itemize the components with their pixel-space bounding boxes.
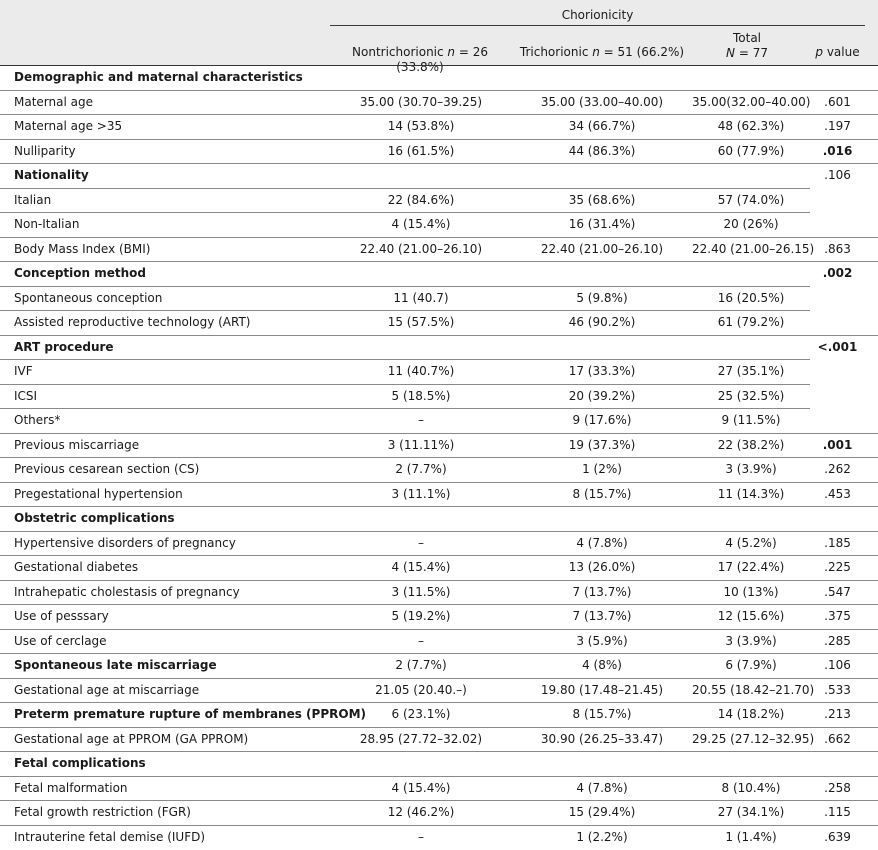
table-row [0, 114, 878, 139]
row-label: Gestational age at miscarriage [14, 682, 200, 697]
row-divider [0, 188, 810, 189]
row-label: Intrahepatic cholestasis of pregnancy [14, 584, 240, 599]
row-label: Previous cesarean section (CS) [14, 462, 200, 476]
p-value-cell: .533 [824, 682, 851, 697]
total-header-n: N [726, 46, 736, 60]
total-cell: 11 (14.3%) [717, 486, 785, 501]
nontrichorionic-cell: 28.95 (27.72–32.02) [359, 731, 483, 746]
row-divider [0, 261, 878, 262]
row-label: Fetal malformation [14, 780, 128, 795]
row-label: Italian [14, 192, 52, 207]
row-divider [0, 604, 878, 605]
tri-header-count: = 51 (66.2%) [599, 45, 685, 59]
total-cell: 10 (13%) [723, 584, 779, 599]
p-header-italic: p [815, 45, 824, 59]
p-value-cell: .662 [824, 731, 851, 746]
row-label: Maternal age >35 [14, 119, 123, 133]
table-row [0, 800, 878, 825]
row-divider [0, 408, 810, 409]
trichorionic-cell: 20 (39.2%) [568, 388, 636, 403]
header-group-rule [330, 25, 865, 26]
table-row [0, 335, 878, 360]
nontrichorionic-cell: – [418, 413, 424, 427]
table-row [0, 90, 878, 115]
row-label: Spontaneous conception [14, 290, 163, 305]
row-label: Use of cerclage [14, 633, 107, 648]
row-divider [0, 90, 878, 91]
nontrichorionic-cell: 15 (57.5%) [387, 315, 455, 329]
total-header-count: = 77 [735, 46, 768, 60]
row-label: Gestational diabetes [14, 560, 139, 574]
trichorionic-cell: 7 (13.7%) [572, 609, 632, 623]
row-label: Fetal growth restriction (FGR) [14, 805, 191, 819]
total-cell: 29.25 (27.12–32.95) [692, 731, 815, 746]
row-divider [0, 751, 878, 752]
table-row [0, 580, 878, 605]
row-divider [0, 727, 878, 728]
table-row [0, 408, 878, 433]
p-value-cell: .185 [824, 535, 851, 550]
p-value-cell: .002 [822, 266, 853, 280]
table-row [0, 261, 878, 286]
table-row [0, 482, 878, 507]
table-row [0, 433, 878, 458]
table-row [0, 286, 878, 311]
row-label: Gestational age at PPROM (GA PPROM) [14, 731, 249, 746]
total-cell: 16 (20.5%) [717, 290, 785, 305]
nontrichorionic-cell: 16 (61.5%) [387, 143, 455, 158]
row-divider [0, 433, 878, 434]
total-cell: 6 (7.9%) [725, 658, 777, 672]
nontrichorionic-cell: 5 (18.5%) [391, 388, 451, 403]
total-column-header [692, 31, 802, 61]
p-value-column-header [810, 45, 865, 60]
row-divider [0, 310, 810, 311]
nontri-header-text: Nontrichorionic [352, 45, 448, 59]
nontrichorionic-cell: 11 (40.7%) [387, 364, 455, 378]
nontrichorionic-cell: 4 (15.4%) [391, 780, 451, 795]
total-cell: 1 (1.4%) [725, 829, 777, 844]
trichorionic-cell: 5 (9.8%) [576, 290, 628, 305]
p-value-cell: .016 [822, 143, 853, 158]
row-divider [0, 359, 810, 360]
row-label: Fetal complications [14, 756, 146, 770]
total-cell: 27 (34.1%) [717, 805, 785, 819]
p-value-cell: .601 [824, 94, 851, 109]
trichorionic-cell: 46 (90.2%) [568, 315, 636, 329]
row-label: Others* [14, 413, 61, 427]
trichorionic-cell: 3 (5.9%) [576, 633, 628, 648]
nontrichorionic-cell: 2 (7.7%) [395, 658, 447, 672]
total-cell: 22 (38.2%) [717, 437, 785, 452]
row-label: Previous miscarriage [14, 437, 140, 452]
table-row [0, 727, 878, 752]
row-label: Conception method [14, 266, 147, 280]
row-divider [0, 457, 878, 458]
trichorionic-cell: 7 (13.7%) [572, 584, 632, 599]
p-value-cell: .001 [822, 437, 853, 452]
trichorionic-cell: 35.00 (33.00–40.00) [540, 94, 664, 109]
table-row [0, 678, 878, 703]
total-cell: 57 (74.0%) [717, 192, 785, 207]
row-divider [0, 825, 878, 826]
total-cell: 3 (3.9%) [725, 462, 777, 476]
row-divider [0, 114, 878, 115]
total-cell: 9 (11.5%) [721, 413, 781, 427]
nontrichorionic-cell: 3 (11.11%) [387, 437, 455, 452]
total-cell: 60 (77.9%) [717, 143, 785, 158]
total-cell: 20 (26%) [723, 217, 779, 231]
table-row [0, 506, 878, 531]
row-divider [0, 531, 878, 532]
trichorionic-cell: 9 (17.6%) [572, 413, 632, 427]
trichorionic-cell: 30.90 (26.25–33.47) [540, 731, 664, 746]
table-row [0, 751, 878, 776]
row-divider [0, 629, 878, 630]
total-cell: 22.40 (21.00–26.15) [692, 241, 815, 256]
trichorionic-cell: 16 (31.4%) [568, 217, 636, 231]
trichorionic-cell: 34 (66.7%) [568, 119, 636, 133]
row-divider [0, 212, 810, 213]
row-label: Nationality [14, 168, 89, 182]
p-value-cell: .375 [824, 609, 851, 623]
nontrichorionic-cell: 2 (7.7%) [395, 462, 447, 476]
row-label: Preterm premature rupture of membranes (PPROM) [14, 707, 366, 721]
nontrichorionic-cell: 4 (15.4%) [391, 217, 451, 231]
row-divider [0, 65, 878, 66]
p-value-cell: .285 [824, 633, 851, 648]
total-cell: 14 (18.2%) [717, 707, 785, 721]
trichorionic-cell: 1 (2.2%) [576, 829, 628, 844]
row-divider [0, 384, 810, 385]
table-row [0, 212, 878, 237]
row-divider [0, 335, 878, 336]
nontrichorionic-cell: 6 (23.1%) [391, 707, 451, 721]
table-row [0, 702, 878, 727]
nontri-header-count: = 26 (33.8%) [396, 45, 488, 74]
table-row [0, 163, 878, 188]
table-row [0, 604, 878, 629]
table-row [0, 457, 878, 482]
row-label: Maternal age [14, 94, 93, 109]
total-cell: 35.00(32.00–40.00) [692, 94, 811, 109]
row-label: Body Mass Index (BMI) [14, 241, 151, 256]
table-row [0, 384, 878, 409]
total-cell: 4 (5.2%) [725, 535, 777, 550]
chorionicity-group-header: Chorionicity [561, 8, 634, 22]
table-header [0, 0, 878, 74]
total-cell: 48 (62.3%) [717, 119, 785, 133]
p-value-cell: .106 [824, 168, 851, 182]
nontrichorionic-cell: 22.40 (21.00–26.10) [359, 241, 483, 256]
p-value-cell: .106 [824, 658, 851, 672]
row-divider [0, 482, 878, 483]
row-divider [0, 800, 878, 801]
nontrichorionic-cell: 5 (19.2%) [391, 609, 451, 623]
trichorionic-cell: 4 (8%) [582, 658, 622, 672]
p-value-cell: .262 [824, 462, 851, 476]
nontrichorionic-cell: – [418, 535, 424, 550]
row-divider [0, 580, 878, 581]
trichorionic-cell: 19.80 (17.48–21.45) [540, 682, 664, 697]
nontrichorionic-cell: 14 (53.8%) [387, 119, 455, 133]
row-label: IVF [14, 364, 33, 378]
trichorionic-cell: 13 (26.0%) [568, 560, 636, 574]
total-cell: 8 (10.4%) [721, 780, 781, 795]
table-row [0, 237, 878, 262]
trichorionic-cell: 22.40 (21.00–26.10) [540, 241, 664, 256]
p-value-cell: .225 [824, 560, 851, 574]
row-divider [0, 139, 878, 140]
trichorionic-cell: 8 (15.7%) [572, 486, 632, 501]
row-label: Pregestational hypertension [14, 486, 183, 501]
trichorionic-cell: 44 (86.3%) [568, 143, 636, 158]
row-divider [0, 163, 878, 164]
row-divider [0, 286, 810, 287]
row-label: ART procedure [14, 339, 114, 354]
row-label: Obstetric complications [14, 511, 175, 525]
nontrichorionic-cell: 35.00 (30.70–39.25) [359, 94, 483, 109]
trichorionic-column-header [512, 45, 692, 60]
trichorionic-cell: 15 (29.4%) [568, 805, 636, 819]
table-row [0, 555, 878, 580]
total-cell: 20.55 (18.42–21.70) [692, 682, 815, 697]
row-label: Use of pesssary [14, 609, 109, 623]
trichorionic-cell: 8 (15.7%) [572, 707, 632, 721]
p-value-cell: .547 [824, 584, 851, 599]
p-value-cell: .453 [824, 486, 851, 501]
table-row [0, 825, 878, 850]
row-label: Hypertensive disorders of pregnancy [14, 535, 236, 550]
trichorionic-cell: 19 (37.3%) [568, 437, 636, 452]
table-row [0, 531, 878, 556]
row-label: ICSI [14, 388, 38, 403]
row-label: Demographic and maternal characteristics [14, 70, 303, 84]
nontrichorionic-cell: 21.05 (20.40.–) [375, 682, 467, 697]
trichorionic-cell: 1 (2%) [582, 462, 622, 476]
row-divider [0, 678, 878, 679]
total-cell: 3 (3.9%) [725, 633, 777, 648]
trichorionic-cell: 17 (33.3%) [568, 364, 636, 378]
nontrichorionic-cell: 22 (84.6%) [387, 192, 455, 207]
table-row [0, 310, 878, 335]
row-label: Intrauterine fetal demise (IUFD) [14, 829, 206, 844]
table-row [0, 139, 878, 164]
row-label: Spontaneous late miscarriage [14, 658, 217, 672]
table-row [0, 65, 878, 90]
tri-header-n: n [592, 45, 600, 59]
total-cell: 61 (79.2%) [717, 315, 785, 329]
row-divider [0, 653, 878, 654]
trichorionic-cell: 4 (7.8%) [576, 780, 628, 795]
row-divider [0, 776, 878, 777]
p-value-cell: .115 [824, 805, 851, 819]
row-divider [0, 555, 878, 556]
row-label: Assisted reproductive technology (ART) [14, 315, 251, 329]
row-label: Nulliparity [14, 143, 76, 158]
nontrichorionic-cell: 12 (46.2%) [387, 805, 455, 819]
trichorionic-cell: 35 (68.6%) [568, 192, 636, 207]
table-row [0, 359, 878, 384]
nontrichorionic-cell: 3 (11.5%) [391, 584, 451, 599]
nontri-header-n: n [447, 45, 456, 59]
row-divider [0, 237, 878, 238]
nontrichorionic-cell: 4 (15.4%) [391, 560, 451, 574]
nontrichorionic-cell: 3 (11.1%) [391, 486, 451, 501]
p-value-cell: .197 [824, 119, 851, 133]
total-header-text: Total [732, 31, 762, 45]
total-cell: 25 (32.5%) [717, 388, 785, 403]
p-header-text: value [823, 45, 860, 59]
nontrichorionic-cell: – [418, 829, 424, 844]
trichorionic-cell: 4 (7.8%) [576, 535, 628, 550]
nontrichorionic-cell: – [418, 633, 424, 648]
total-cell: 12 (15.6%) [717, 609, 785, 623]
tri-header-text: Trichorionic [519, 45, 593, 59]
table-row [0, 653, 878, 678]
total-cell: 17 (22.4%) [717, 560, 785, 574]
table-row [0, 629, 878, 654]
p-value-cell: .863 [824, 241, 851, 256]
row-divider [0, 506, 878, 507]
nontrichorionic-cell: 11 (40.7) [393, 290, 449, 305]
p-value-cell: .639 [824, 829, 851, 844]
p-value-cell: <.001 [817, 339, 858, 354]
table-row [0, 776, 878, 801]
row-label: Non-Italian [14, 217, 80, 231]
p-value-cell: .213 [824, 707, 851, 721]
table-row [0, 188, 878, 213]
total-cell: 27 (35.1%) [717, 364, 785, 378]
row-divider [0, 702, 878, 703]
p-value-cell: .258 [824, 780, 851, 795]
